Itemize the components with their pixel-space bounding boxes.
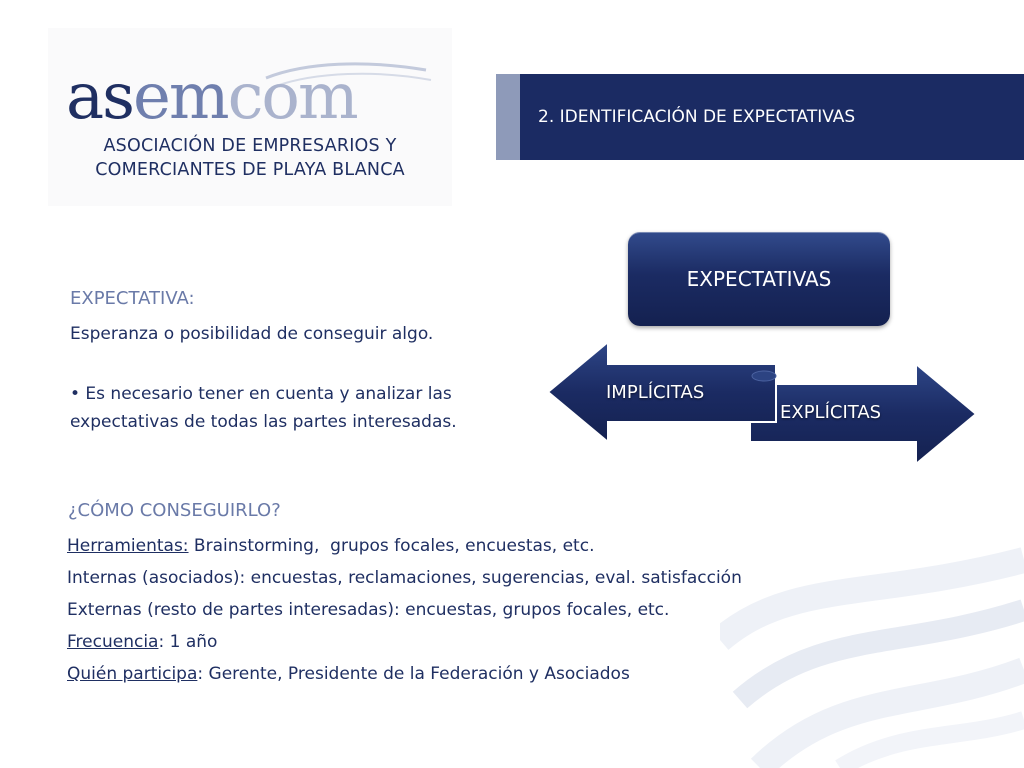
tools-label: Herramientas: bbox=[67, 536, 189, 556]
logo-text-as: as bbox=[66, 60, 133, 134]
external-line: Externas (resto de partes interesadas): encuestas, grupos focales, etc. bbox=[67, 600, 670, 620]
frequency-text: : 1 año bbox=[158, 632, 218, 652]
asemcom-logo bbox=[66, 56, 446, 136]
who-text: : Gerente, Presidente de la Federación y Asociados bbox=[197, 664, 630, 684]
how-heading: ¿CÓMO CONSEGUIRLO? bbox=[68, 500, 281, 521]
decorative-waves bbox=[720, 540, 1024, 768]
expectativas-box: EXPECTATIVAS bbox=[628, 232, 890, 326]
definition-heading: EXPECTATIVA: bbox=[70, 288, 195, 309]
tools-line bbox=[67, 532, 594, 561]
org-name-line1: ASOCIACIÓN DE EMPRESARIOS Y bbox=[103, 136, 397, 156]
implicitas-label: IMPLÍCITAS bbox=[606, 382, 705, 403]
frequency-label: Frecuencia bbox=[67, 632, 159, 652]
slide-title: 2. IDENTIFICACIÓN DE EXPECTATIVAS bbox=[538, 107, 856, 127]
org-name-line2: COMERCIANTES DE PLAYA BLANCA bbox=[95, 160, 405, 180]
bullet-line-1: • Es necesario tener en cuenta y analizar las bbox=[70, 384, 452, 404]
bullet-line-2: expectativas de todas las partes interesadas. bbox=[70, 412, 457, 432]
definition-text: Esperanza o posibilidad de conseguir algo. bbox=[70, 324, 434, 344]
who-line bbox=[67, 660, 630, 689]
internal-line: Internas (asociados): encuestas, reclamaciones, sugerencias, eval. satisfacción bbox=[67, 568, 742, 588]
organization-name bbox=[60, 136, 440, 186]
explicitas-label: EXPLÍCITAS bbox=[780, 402, 882, 423]
header-accent-bar bbox=[496, 74, 520, 160]
arrows-diagram bbox=[548, 342, 978, 466]
logo-text-com: com bbox=[227, 60, 357, 134]
who-label: Quién participa bbox=[67, 664, 198, 684]
svg-text:asemcom bbox=[66, 60, 357, 134]
frequency-line bbox=[67, 628, 217, 657]
tools-text: Brainstorming, grupos focales, encuestas, etc. bbox=[188, 536, 595, 556]
logo-text-em: em bbox=[133, 60, 228, 134]
